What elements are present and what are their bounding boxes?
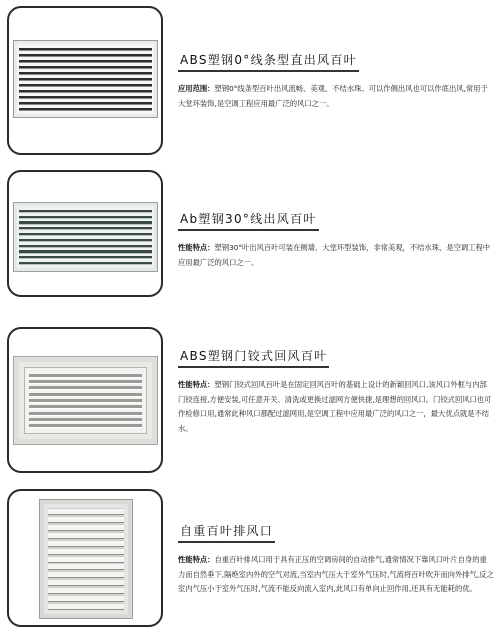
grille-slat [19,72,152,74]
grille-slat [19,262,152,264]
grille-slat [29,424,142,427]
grille-slat [19,250,152,252]
grille-slat [19,221,152,223]
gravity-louver-image [39,499,133,619]
grille-slat [48,580,124,585]
description-label: 应用范围： [178,84,215,93]
product-section-3 [178,345,494,436]
grille-slat [48,572,124,577]
grille-slat [29,418,142,421]
product-description [178,553,494,597]
grille-slat [19,233,152,235]
grille-slat [19,60,152,62]
grille-slat [29,405,142,408]
linear-grille-30-image [13,202,158,272]
description-text: 自重百叶排风口用于具有正压的空调房间的自动排气,通常情况下靠风口叶片自身的重力而自然垂下,隔绝室内外的空气对流,当室内气压大于室外气压时,气流将百叶吹开而向外排气,反之室内气压小于室外气压时,气流不能反向流入室内,此风口有单向止回作用,还具有无能耗的优。 [178,555,494,594]
grille-slat [29,374,142,377]
grille-slat [29,399,142,402]
grille-slat [29,393,142,396]
product-section-1 [178,49,494,111]
product-title: ABS塑钢0°线条型直出风百叶 [178,51,359,72]
description-label: 性能特点： [178,380,215,389]
grille-slat [29,380,142,383]
grille-slat [19,54,152,56]
product-description [178,82,494,111]
description-label: 性能特点： [178,243,215,252]
grille-slat [19,245,152,247]
product-image-card-3 [7,327,163,473]
grille-slat [29,386,142,389]
grille-slat [19,239,152,241]
grille-slat [19,210,152,212]
grille-slat [48,525,124,530]
description-text: 塑钢门铰式回风百叶是在固定回风百叶的基础上设计的新颖回风口,该风口外框与内部门铰连接,方便安装,可任意开关、清洗或更换过滤网方便快捷,是理想的回风口。门铰式回风口也可作检修口用,通常此种风口都配过滤网用,是空调工程中应用最广泛的风口之一，最大优点就是不结水。 [178,380,492,433]
grille-slat [48,564,124,569]
grille-slat [19,78,152,80]
product-title: ABS塑钢门铰式回风百叶 [178,347,329,368]
description-text: 塑钢30°叶出风百叶可装在侧墙、大堂环型装饰，非常美观，不结水珠，是空调工程中应用最广泛的风口之一。 [178,243,491,267]
description-label: 性能特点： [178,555,215,564]
grille-slat [48,517,124,522]
grille-slat [19,96,152,98]
product-description [178,241,494,270]
product-image-card-1 [7,6,163,155]
product-title: 自重百叶排风口 [178,522,275,543]
grille-slat [19,84,152,86]
description-text: 塑钢0°线条型百叶出风流畅、美观、不结水珠。可以作侧出风也可以作底出风,常用于大堂环装饰,是空调工程应用最广泛的风口之一。 [178,84,488,108]
grille-slat [19,90,152,92]
grille-slat [19,102,152,104]
grille-slat [48,604,124,609]
grille-slat [48,533,124,538]
hinged-return-grille-image [13,356,158,445]
grille-slat [48,541,124,546]
product-description [178,378,494,436]
product-section-4 [178,520,494,597]
product-section-2 [178,208,494,270]
grille-slat [48,549,124,554]
product-title: Ab塑钢30°线出风百叶 [178,210,319,231]
grille-slat [19,66,152,68]
grille-slat [48,588,124,593]
grille-slat [19,216,152,218]
grille-slat [19,256,152,258]
product-image-card-2 [7,170,163,297]
grille-slat [19,108,152,110]
grille-slat [48,596,124,601]
grille-slat [19,48,152,50]
product-image-card-4 [7,489,163,627]
linear-grille-0-image [13,40,158,118]
grille-slat [29,412,142,415]
grille-slat [48,557,124,562]
grille-slat [48,509,124,514]
grille-slat [19,227,152,229]
